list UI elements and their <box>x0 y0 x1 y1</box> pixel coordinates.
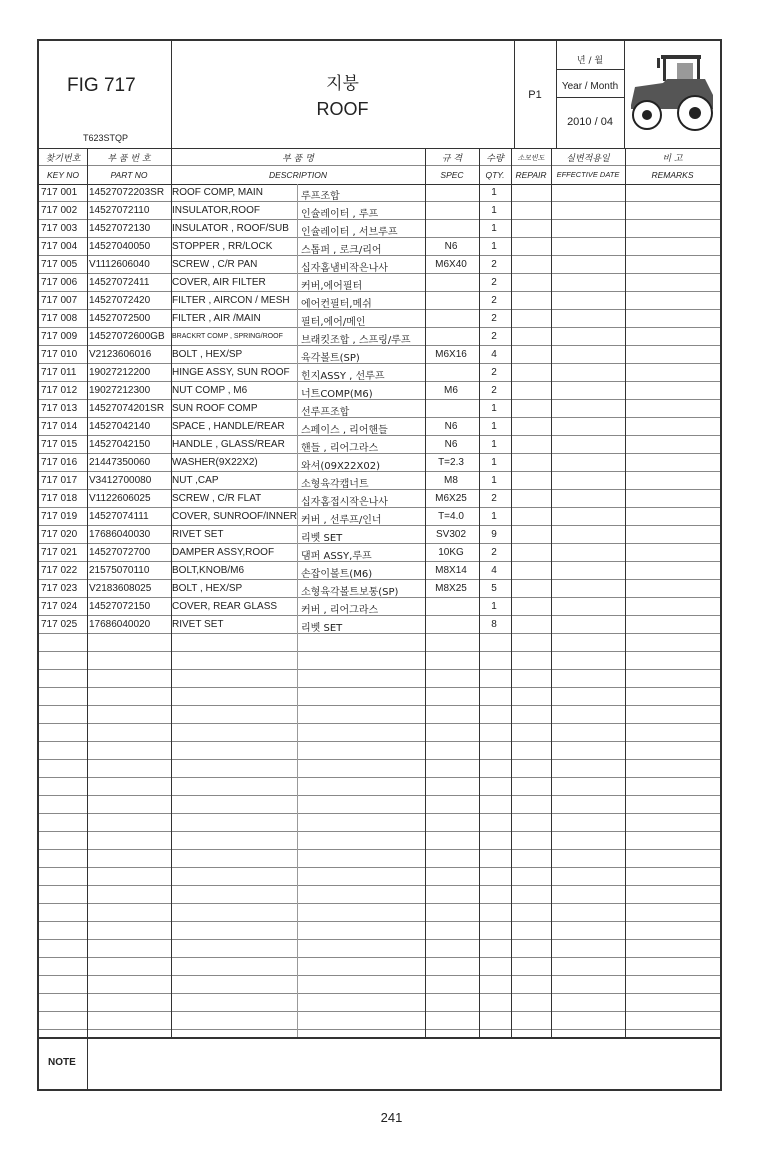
table-row <box>39 670 720 688</box>
table-row <box>39 742 720 760</box>
table-row <box>39 688 720 706</box>
description: WASHER(9X22X2) <box>172 457 258 468</box>
key-no: 717 016 <box>41 457 78 468</box>
spec: M8X14 <box>435 565 467 576</box>
spec: M8X25 <box>435 583 467 594</box>
description: HANDLE , GLASS/REAR <box>172 439 285 450</box>
table-row <box>39 562 720 580</box>
part-no: 14527072600GB <box>89 331 165 342</box>
quantity: 1 <box>491 457 497 468</box>
key-no: 717 005 <box>41 259 78 270</box>
description-korean: 루프조합 <box>301 191 340 202</box>
quantity: 1 <box>491 241 497 252</box>
description-korean: 커버 , 선루프/인너 <box>301 515 382 526</box>
table-row <box>39 940 720 958</box>
description-korean: 댐퍼 ASSY,루프 <box>301 551 372 562</box>
quantity: 5 <box>491 583 497 594</box>
description: INSULATOR,ROOF <box>172 205 260 216</box>
part-no: 14527072130 <box>89 223 151 234</box>
col-key-ko: 찾기번호 <box>45 154 81 164</box>
part-no: 21575070110 <box>89 565 150 576</box>
key-no: 717 010 <box>41 349 78 360</box>
spec: N6 <box>444 439 458 450</box>
key-no: 717 008 <box>41 313 78 324</box>
figure-number: FIG 717 <box>67 75 136 96</box>
part-no: V3412700080 <box>89 475 152 486</box>
tractor-icon <box>627 51 719 133</box>
description-korean: 인슐레이터 , 루프 <box>301 209 379 220</box>
year-month-korean: 년 / 월 <box>576 56 604 66</box>
part-no: 21447350060 <box>89 457 151 468</box>
table-row <box>39 760 720 778</box>
quantity: 2 <box>491 493 497 504</box>
key-no: 717 002 <box>41 205 78 216</box>
table-row <box>39 616 720 634</box>
title-english: ROOF <box>316 99 369 119</box>
description: DAMPER ASSY,ROOF <box>172 547 275 558</box>
table-row <box>39 976 720 994</box>
col-desc-ko: 부 품 명 <box>282 154 314 164</box>
quantity: 1 <box>491 421 497 432</box>
quantity: 2 <box>491 259 497 270</box>
year-month-value: 2010 / 04 <box>567 116 613 128</box>
part-no: 17686040020 <box>89 619 151 630</box>
page-number: 241 <box>380 1110 403 1125</box>
description: NUT ,CAP <box>172 475 219 486</box>
description-korean: 커버,에어필터 <box>301 281 363 292</box>
quantity: 4 <box>491 349 497 360</box>
col-part-ko: 부 품 번 호 <box>107 154 151 164</box>
note-label: NOTE <box>48 1057 76 1068</box>
key-no: 717 007 <box>41 295 78 306</box>
quantity: 2 <box>491 367 497 378</box>
description-korean: 브래킷조합 , 스프링/루프 <box>301 335 411 346</box>
col-repair-ko: 소모빈도 <box>517 154 545 162</box>
spec: M6 <box>444 385 458 396</box>
table-row <box>39 382 720 400</box>
key-no: 717 001 <box>41 187 78 198</box>
table-row <box>39 436 720 454</box>
part-no: 14527072700 <box>89 547 151 558</box>
table-row <box>39 292 720 310</box>
key-no: 717 015 <box>41 439 78 450</box>
description-korean: 스페이스 , 리어핸들 <box>301 425 388 436</box>
table-row <box>39 238 720 256</box>
quantity: 2 <box>491 295 497 306</box>
description-korean: 리벳 SET <box>301 533 343 544</box>
part-no: V2183608025 <box>89 583 152 594</box>
title-korean: 지붕 <box>326 74 359 94</box>
table-row <box>39 526 720 544</box>
table-row <box>39 364 720 382</box>
table-row <box>39 328 720 346</box>
spec: M6X16 <box>435 349 467 360</box>
description-korean: 십자홈접시작은나사 <box>301 497 388 508</box>
description: SCREW , C/R PAN <box>172 259 258 270</box>
col-spec-ko: 규 격 <box>441 154 463 164</box>
description: BOLT , HEX/SP <box>172 349 243 360</box>
col-repair-en: REPAIR <box>515 170 547 180</box>
part-no: 19027212200 <box>89 367 151 378</box>
description-korean: 와셔(09X22X02) <box>301 461 380 472</box>
spec: N6 <box>444 241 458 252</box>
quantity: 1 <box>491 187 497 198</box>
quantity: 2 <box>491 313 497 324</box>
description: SCREW , C/R FLAT <box>172 493 262 504</box>
part-no: 14527042140 <box>89 421 151 432</box>
table-row <box>39 274 720 292</box>
part-no: 14527072150 <box>89 601 151 612</box>
part-no: 14527040050 <box>89 241 151 252</box>
quantity: 2 <box>491 385 497 396</box>
table-row <box>39 310 720 328</box>
description: RIVET SET <box>172 619 224 630</box>
table-row <box>39 958 720 976</box>
table-row <box>39 346 720 364</box>
description: BRACKRT COMP , SPRING/ROOF <box>172 333 283 340</box>
quantity: 1 <box>491 205 497 216</box>
description-korean: 필터,에어/메인 <box>301 317 366 328</box>
model-code: T623STQP <box>83 133 129 143</box>
spec: T=2.3 <box>438 457 464 468</box>
col-eff-ko: 실변적용일 <box>566 154 610 164</box>
quantity: 2 <box>491 277 497 288</box>
table-row <box>39 868 720 886</box>
key-no: 717 023 <box>41 583 78 594</box>
col-eff-en: EFFECTIVE DATE <box>556 170 620 179</box>
spec: T=4.0 <box>438 511 464 522</box>
description-korean: 육각볼트(SP) <box>301 353 360 364</box>
table-row <box>39 400 720 418</box>
description: COVER, SUNROOF/INNER <box>172 511 298 522</box>
table-row <box>39 652 720 670</box>
table-row <box>39 634 720 652</box>
part-no: 17686040030 <box>89 529 151 540</box>
sheet-header <box>39 41 720 149</box>
parts-table <box>39 184 720 1034</box>
description-korean: 힌지ASSY , 선루프 <box>301 371 385 382</box>
key-no: 717 020 <box>41 529 78 540</box>
page-code: P1 <box>528 89 542 101</box>
note-section <box>39 1037 720 1091</box>
description: STOPPER , RR/LOCK <box>172 241 273 252</box>
key-no: 717 019 <box>41 511 78 522</box>
description: BOLT , HEX/SP <box>172 583 243 594</box>
quantity: 2 <box>491 547 497 558</box>
table-row <box>39 418 720 436</box>
description-korean: 소형육각캡너트 <box>301 479 369 490</box>
table-row <box>39 922 720 940</box>
description: ROOF COMP, MAIN <box>172 187 263 198</box>
part-no: 14527072411 <box>89 277 150 288</box>
spec: M6X40 <box>435 259 467 270</box>
part-no: 19027212300 <box>89 385 151 396</box>
key-no: 717 004 <box>41 241 78 252</box>
part-no: 14527074111 <box>89 511 149 522</box>
quantity: 9 <box>491 529 497 540</box>
key-no: 717 014 <box>41 421 78 432</box>
key-no: 717 017 <box>41 475 78 486</box>
parts-sheet <box>37 39 722 1091</box>
description-korean: 커버 , 리어그라스 <box>301 605 379 616</box>
description-korean: 인슐레이터 , 서브루프 <box>301 227 398 238</box>
key-no: 717 025 <box>41 619 78 630</box>
description-korean: 너트COMP(M6) <box>301 389 373 400</box>
quantity: 8 <box>491 619 497 630</box>
key-no: 717 011 <box>41 367 77 378</box>
table-row <box>39 778 720 796</box>
quantity: 1 <box>491 403 497 414</box>
key-no: 717 009 <box>41 331 78 342</box>
spec: N6 <box>444 421 458 432</box>
col-remarks-en: REMARKS <box>651 170 694 180</box>
table-row <box>39 202 720 220</box>
col-part-en: PART NO <box>110 170 148 180</box>
table-row <box>39 832 720 850</box>
key-no: 717 024 <box>41 601 78 612</box>
table-row <box>39 850 720 868</box>
table-row <box>39 220 720 238</box>
spec: M6X25 <box>435 493 467 504</box>
year-month-label: Year / Month <box>561 81 619 92</box>
part-no: 14527042150 <box>89 439 151 450</box>
description-korean: 소형육각볼트보통(SP) <box>301 587 399 598</box>
table-row <box>39 724 720 742</box>
table-row <box>39 706 720 724</box>
spec: 10KG <box>438 547 464 558</box>
key-no: 717 003 <box>41 223 78 234</box>
description-korean: 선루프조합 <box>301 407 350 418</box>
table-row <box>39 544 720 562</box>
description: FILTER , AIRCON / MESH <box>172 295 290 306</box>
part-no: V1112606040 <box>89 259 150 270</box>
table-row <box>39 454 720 472</box>
col-qty-en: QTY. <box>485 170 505 180</box>
part-no: 14527072420 <box>89 295 151 306</box>
description: FILTER , AIR /MAIN <box>172 313 261 324</box>
table-row <box>39 472 720 490</box>
key-no: 717 018 <box>41 493 78 504</box>
description-korean: 스톱퍼 , 로크/리어 <box>301 245 382 256</box>
table-row <box>39 796 720 814</box>
description-korean: 에어컨필터,메쉬 <box>301 299 372 310</box>
description-korean: 십자홈냄비작은나사 <box>301 263 388 274</box>
col-qty-ko: 수량 <box>486 154 504 164</box>
quantity: 1 <box>491 601 497 612</box>
table-row <box>39 580 720 598</box>
key-no: 717 013 <box>41 403 78 414</box>
key-no: 717 022 <box>41 565 78 576</box>
spec: SV302 <box>435 529 467 540</box>
description: COVER, REAR GLASS <box>172 601 278 612</box>
quantity: 1 <box>491 475 497 486</box>
description: RIVET SET <box>172 529 224 540</box>
description: INSULATOR , ROOF/SUB <box>172 223 289 234</box>
key-no: 717 021 <box>41 547 78 558</box>
key-no: 717 012 <box>41 385 78 396</box>
col-desc-en: DESCRIPTION <box>268 170 328 180</box>
description: HINGE ASSY, SUN ROOF <box>172 367 290 378</box>
table-row <box>39 886 720 904</box>
part-no: 14527074201SR <box>89 403 165 414</box>
quantity: 2 <box>491 331 497 342</box>
part-no: V1122606025 <box>89 493 151 504</box>
quantity: 1 <box>491 511 497 522</box>
spec: M8 <box>444 475 458 486</box>
quantity: 1 <box>491 223 497 234</box>
description-korean: 손잡이볼트(M6) <box>301 569 373 580</box>
table-row <box>39 598 720 616</box>
description-korean: 핸들 , 리어그라스 <box>301 443 379 454</box>
part-no: 14527072500 <box>89 313 151 324</box>
table-row <box>39 994 720 1012</box>
part-no: V2123606016 <box>89 349 152 360</box>
table-row <box>39 256 720 274</box>
key-no: 717 006 <box>41 277 78 288</box>
table-row <box>39 814 720 832</box>
description-korean: 리벳 SET <box>301 623 343 634</box>
quantity: 4 <box>491 565 497 576</box>
table-row <box>39 508 720 526</box>
table-row <box>39 1012 720 1030</box>
description: NUT COMP , M6 <box>172 385 248 396</box>
quantity: 1 <box>491 439 497 450</box>
col-remarks-ko: 비 고 <box>662 154 683 164</box>
table-row <box>39 184 720 202</box>
col-spec-en: SPEC <box>440 170 464 180</box>
part-no: 14527072203SR <box>89 187 165 198</box>
table-row <box>39 904 720 922</box>
column-header <box>39 148 720 185</box>
description: SUN ROOF COMP <box>172 403 258 414</box>
table-row <box>39 490 720 508</box>
description: BOLT,KNOB/M6 <box>172 565 245 576</box>
description: SPACE , HANDLE/REAR <box>172 421 285 432</box>
part-no: 14527072110 <box>89 205 150 216</box>
col-key-en: KEY NO <box>47 170 79 180</box>
description: COVER, AIR FILTER <box>172 277 266 288</box>
